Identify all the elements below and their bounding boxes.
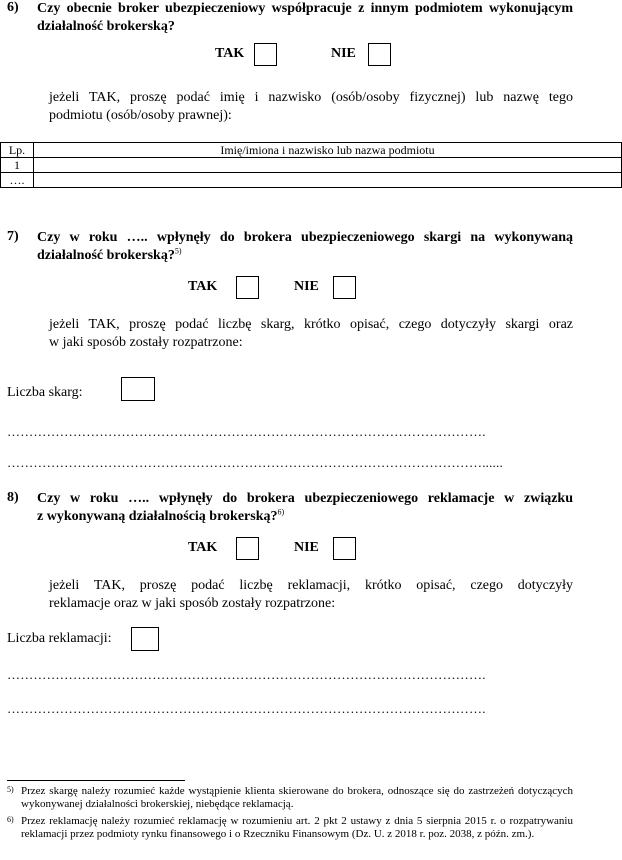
q6-nie-checkbox[interactable] bbox=[368, 43, 391, 66]
q7-instruction-line2: w jaki sposób zostały rozpatrzone: bbox=[49, 335, 243, 350]
q7-tak-checkbox[interactable] bbox=[236, 276, 259, 299]
q7-tak-label: TAK bbox=[188, 279, 218, 294]
q8-question-line2: z wykonywaną działalnością brokerską? bbox=[37, 509, 278, 524]
q8-instruction bbox=[49, 577, 573, 613]
q8-nie-label: NIE bbox=[294, 540, 319, 555]
q8-instruction-line2: reklamacje oraz w jaki sposób zostały rozpatrzone: bbox=[49, 596, 336, 611]
q8-answer-line-2[interactable]: ………………………………………………………………………………………………. bbox=[7, 701, 486, 716]
table-cell-lp: …. bbox=[1, 173, 34, 188]
table-header-lp: Lp. bbox=[1, 143, 34, 158]
q7-question-line1: Czy w roku ….. wpłynęły do brokera ubezpieczeniowego skargi na wykonywaną bbox=[37, 230, 573, 245]
q8-question-line1: Czy w roku ….. wpłynęły do brokera ubezpieczeniowego reklamacje w związku bbox=[37, 491, 573, 506]
q7-number: 7) bbox=[7, 229, 19, 244]
footnote-6-text: Przez reklamację należy rozumieć reklamację w rozumieniu art. 2 pkt 2 ustawy z dnia 5 sierpnia 2015 r. o rozpatrywaniu reklamacji przez podmioty rynku finansowego i o Rzeczniku Finansowym (Dz. U. z 2018 r. poz. 2038, z późn. zm.). bbox=[21, 815, 573, 840]
q7-instruction bbox=[49, 316, 573, 352]
q7-footnote-ref: 5) bbox=[174, 246, 182, 256]
q7-instruction-line1: jeżeli TAK, proszę podać liczbę skarg, krótko opisać, czego dotyczyły skargi oraz bbox=[49, 317, 573, 332]
q8-count-label: Liczba reklamacji: bbox=[7, 631, 112, 646]
q8-answer-line-1[interactable]: ………………………………………………………………………………………………. bbox=[7, 667, 486, 682]
footnote-5-text: Przez skargę należy rozumieć każde wystąpienie klienta skierowane do brokera, odnoszące się do zastrzeżeń dotyczących wykonywanej działalności brokerskiej, niebędące reklamacją. bbox=[21, 785, 573, 810]
footnote-6 bbox=[7, 815, 573, 841]
footnote-5-mark: 5) bbox=[7, 785, 14, 794]
q6-nie-label: NIE bbox=[331, 46, 356, 61]
q6-number: 6) bbox=[7, 0, 19, 15]
q6-instruction bbox=[49, 89, 573, 125]
q8-number: 8) bbox=[7, 490, 19, 505]
q6-table bbox=[0, 142, 622, 188]
q8-question bbox=[37, 490, 573, 526]
q7-nie-checkbox[interactable] bbox=[333, 276, 356, 299]
table-header-name: Imię/imiona i nazwisko lub nazwa podmiotu bbox=[34, 143, 622, 158]
q6-tak-checkbox[interactable] bbox=[254, 43, 277, 66]
q7-count-label: Liczba skarg: bbox=[7, 385, 83, 400]
q7-count-input[interactable] bbox=[121, 377, 155, 401]
q8-footnote-ref: 6) bbox=[277, 507, 285, 517]
q6-question-line1: Czy obecnie broker ubezpieczeniowy współpracuje z innym podmiotem wykonującym bbox=[37, 1, 573, 16]
q6-question bbox=[37, 0, 573, 36]
table-header-row bbox=[1, 143, 622, 158]
q8-instruction-line1: jeżeli TAK, proszę podać liczbę reklamacji, krótko opisać, czego dotyczyły bbox=[49, 578, 573, 593]
q8-count-input[interactable] bbox=[131, 627, 159, 651]
footnote-separator bbox=[7, 780, 185, 781]
q6-instruction-line2: podmiotu (osób/osoby prawnej): bbox=[49, 108, 232, 123]
q7-answer-line-2[interactable]: ………………………………………………………………………………………………...... bbox=[7, 455, 503, 470]
q7-answer-line-1[interactable]: ………………………………………………………………………………………………. bbox=[7, 424, 486, 439]
table-row bbox=[1, 158, 622, 173]
table-cell-name[interactable] bbox=[34, 158, 622, 173]
q7-question bbox=[37, 229, 573, 265]
q7-question-line2: działalność brokerską? bbox=[37, 248, 175, 263]
q8-nie-checkbox[interactable] bbox=[333, 537, 356, 560]
table-cell-name[interactable] bbox=[34, 173, 622, 188]
table-cell-lp: 1 bbox=[1, 158, 34, 173]
footnote-5 bbox=[7, 785, 573, 811]
q8-tak-checkbox[interactable] bbox=[236, 537, 259, 560]
footnote-6-mark: 6) bbox=[7, 815, 14, 824]
q6-tak-label: TAK bbox=[215, 46, 245, 61]
q8-tak-label: TAK bbox=[188, 540, 218, 555]
q7-nie-label: NIE bbox=[294, 279, 319, 294]
q6-question-line2: działalność brokerską? bbox=[37, 19, 175, 34]
table-row bbox=[1, 173, 622, 188]
q6-instruction-line1: jeżeli TAK, proszę podać imię i nazwisko (osób/osoby fizycznej) lub nazwę tego bbox=[49, 90, 573, 105]
